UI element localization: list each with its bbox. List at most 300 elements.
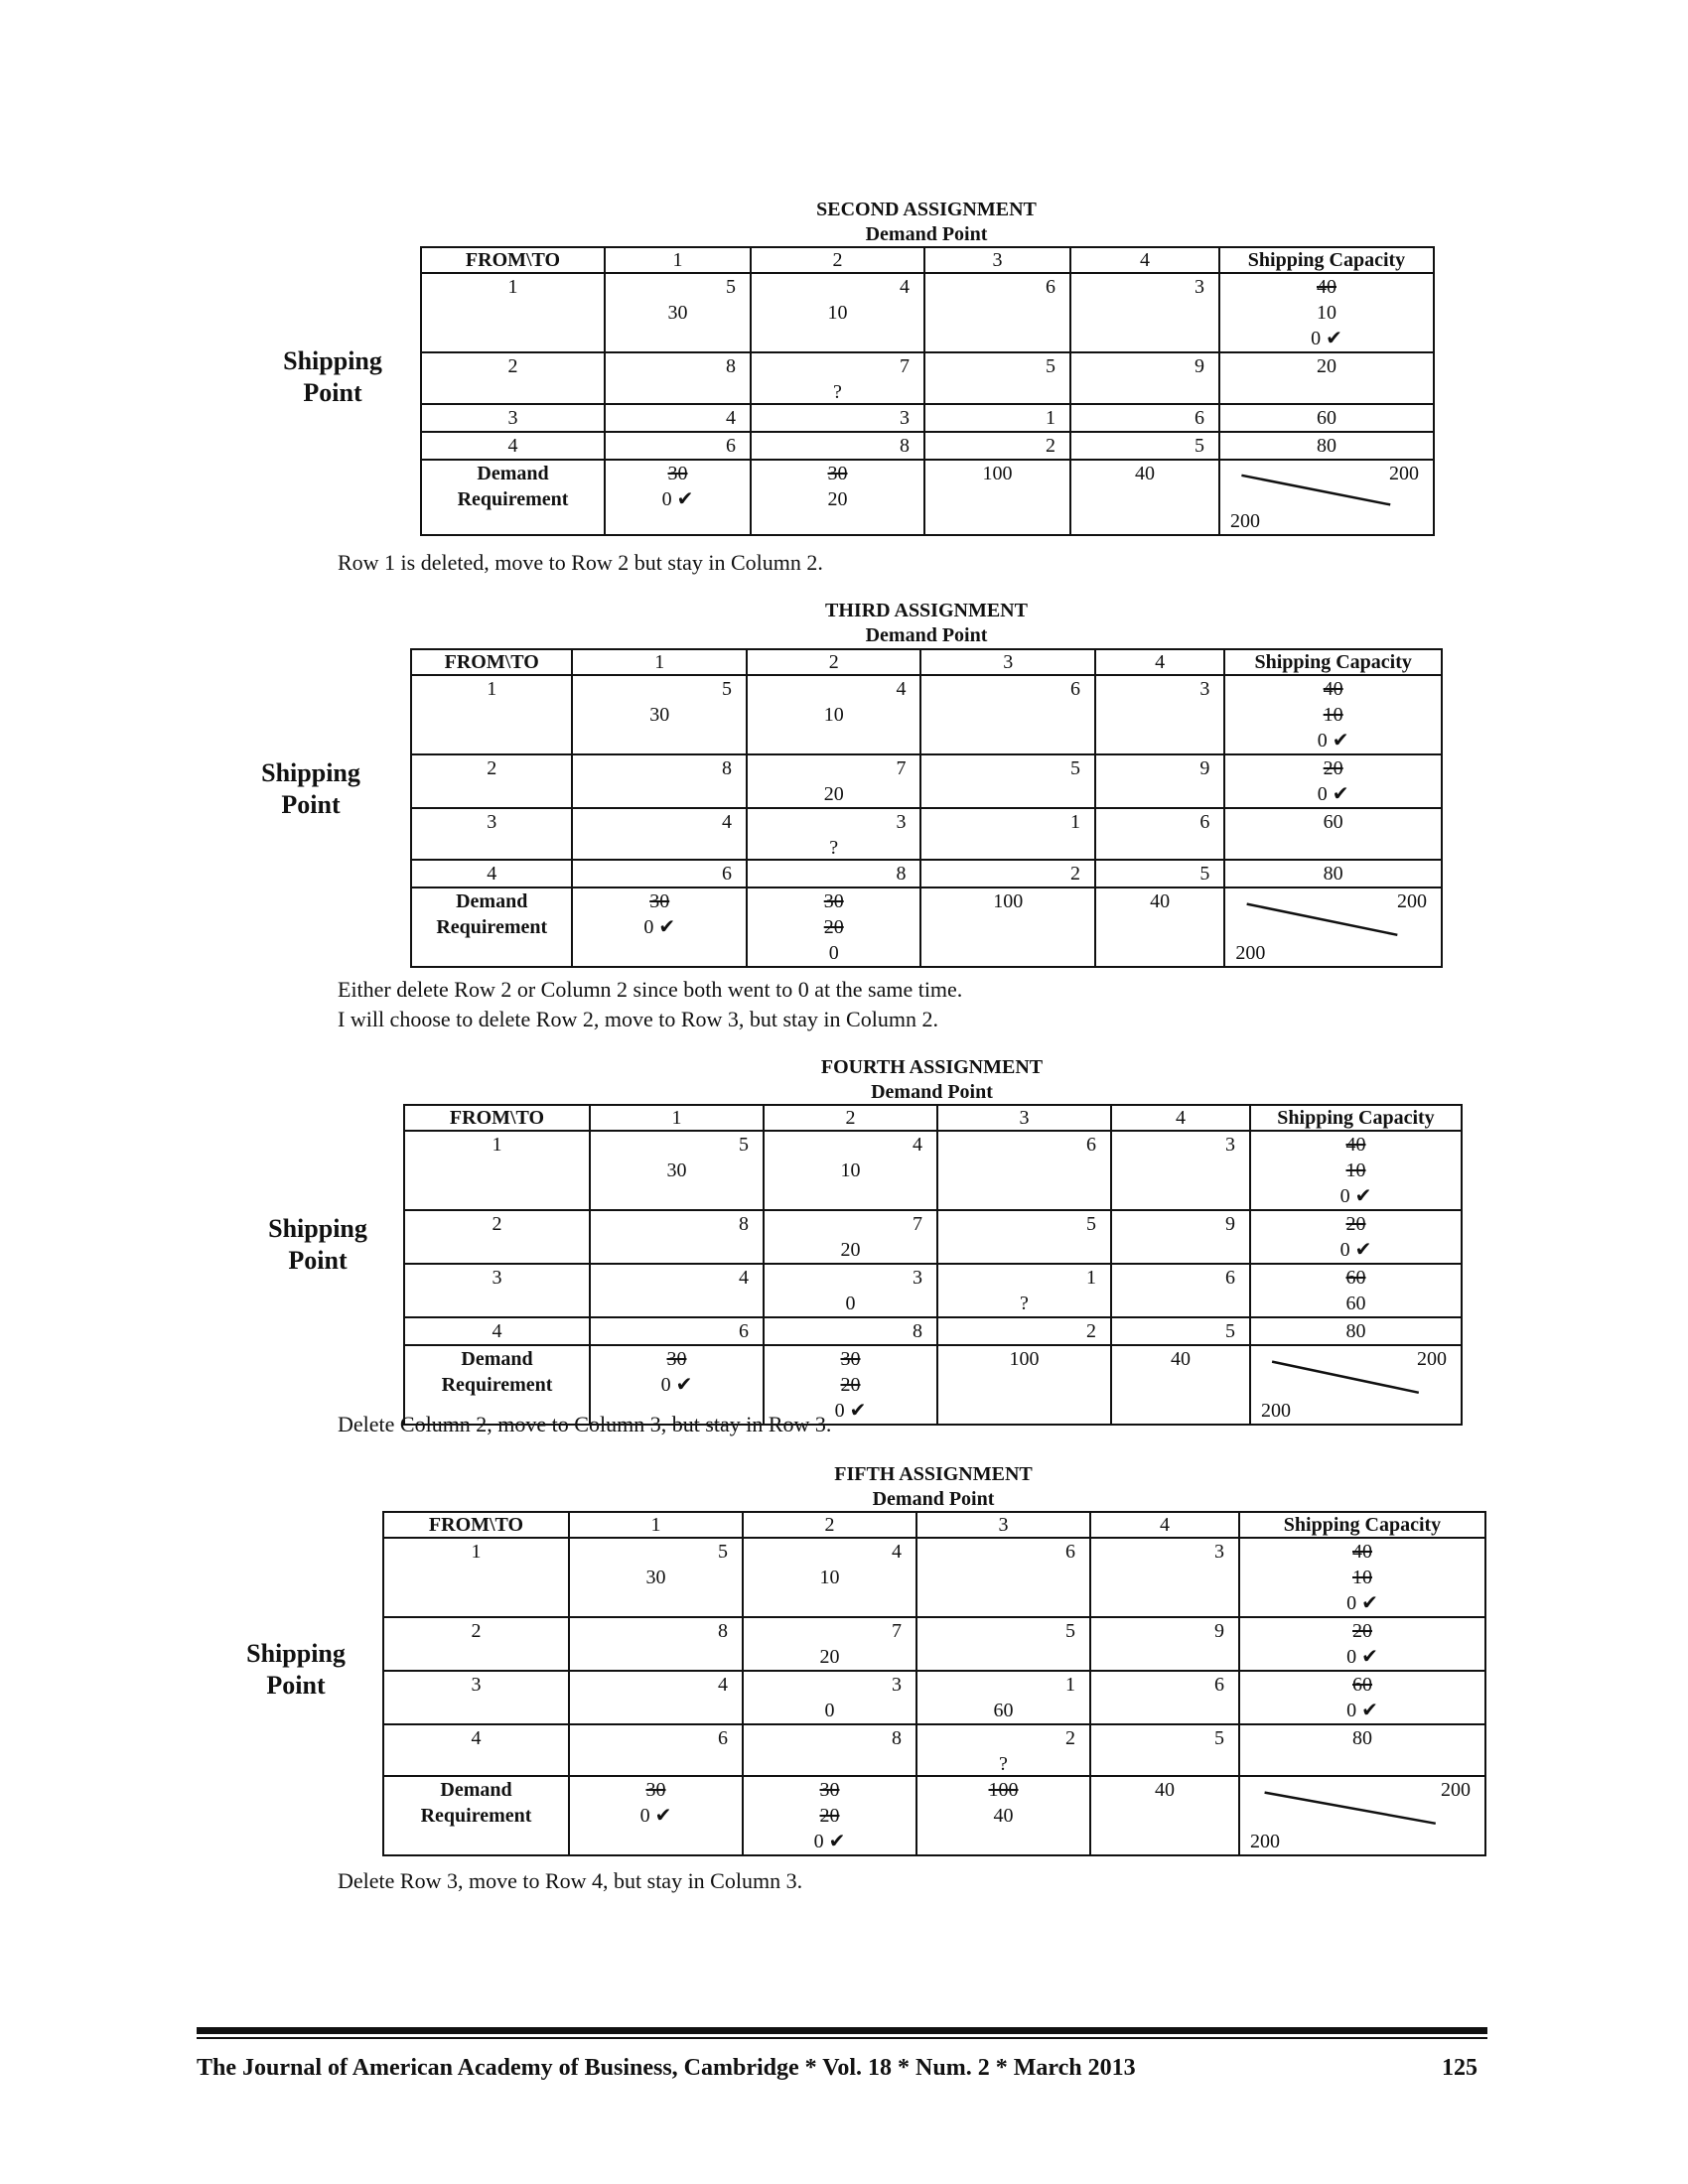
capacity-value: 60 [1317, 407, 1336, 429]
shipping-word: Shipping [246, 1639, 346, 1668]
unit-cost: 9 [1225, 1213, 1235, 1235]
table-row [411, 808, 1442, 860]
capacity-value: 60 [1345, 1293, 1366, 1314]
cell [916, 1671, 1090, 1724]
section-title: THIRD ASSIGNMENT [825, 600, 1028, 621]
header-demand-point-1: 1 [572, 649, 747, 675]
cell [747, 754, 921, 808]
total-capacity: 200 [1235, 942, 1266, 964]
table-row [383, 1617, 1485, 1671]
cell [590, 1210, 764, 1264]
table-row [411, 860, 1442, 887]
cell [747, 808, 921, 860]
demand-value: 40 [1135, 463, 1155, 484]
capacity-cell [1219, 404, 1434, 432]
table-row [421, 273, 1434, 352]
capacity-value: 80 [1352, 1727, 1372, 1749]
demand-crossed: 30 [645, 1779, 666, 1801]
header-demand-point-2: 2 [764, 1105, 937, 1131]
table-row [404, 1210, 1462, 1264]
unit-cost: 9 [1214, 1620, 1224, 1642]
allocation: ? [833, 381, 842, 403]
unit-cost: 5 [1195, 435, 1204, 457]
header-shipping-capacity: Shipping Capacity [1239, 1512, 1485, 1538]
table-row [411, 754, 1442, 808]
demand-word: Demand [461, 1348, 533, 1370]
demand-cell [916, 1776, 1090, 1855]
header-demand-point-1: 1 [569, 1512, 743, 1538]
cell [590, 1264, 764, 1317]
header-demand-point-4: 4 [1070, 247, 1219, 273]
demand-value: 100 [982, 463, 1013, 484]
unit-cost: 4 [896, 678, 907, 700]
capacity-crossed: 40 [1317, 276, 1336, 298]
demand-cell [569, 1776, 743, 1855]
cell [751, 404, 924, 432]
unit-cost: 6 [1086, 1134, 1096, 1156]
capacity-crossed: 40 [1323, 678, 1343, 700]
unit-cost: 5 [1086, 1213, 1096, 1235]
allocation: 30 [666, 1160, 687, 1181]
cell [743, 1617, 916, 1671]
demand-requirement-label [411, 887, 572, 967]
allocation: 10 [819, 1567, 840, 1588]
demand-value: 0 ✔ [661, 488, 694, 510]
row-label: 4 [421, 432, 605, 460]
row-label: 1 [421, 273, 605, 352]
allocation: 0 [845, 1293, 856, 1314]
row-label: 3 [404, 1264, 590, 1317]
allocation: 30 [645, 1567, 666, 1588]
demand-value: 100 [1009, 1348, 1040, 1370]
shipping-point-label [268, 345, 397, 409]
demand-row [383, 1776, 1485, 1855]
unit-cost: 6 [1214, 1674, 1224, 1696]
demand-cell [937, 1345, 1111, 1425]
unit-cost: 8 [718, 1620, 728, 1642]
allocation: 60 [993, 1700, 1014, 1721]
cell [743, 1538, 916, 1617]
demand-crossed: 20 [840, 1374, 861, 1396]
unit-cost: 6 [1046, 276, 1055, 298]
explanation-text: Either delete Row 2 or Column 2 since both went to 0 at the same time. [338, 977, 963, 1002]
transportation-table [410, 648, 1443, 968]
capacity-crossed: 10 [1323, 704, 1343, 726]
cell [937, 1317, 1111, 1345]
table-row [404, 1131, 1462, 1210]
explanation-text: Delete Column 2, move to Column 3, but stay in Row 3. [338, 1412, 832, 1436]
header-demand-point-1: 1 [605, 247, 751, 273]
capacity-value: 80 [1317, 435, 1336, 457]
allocation: 10 [823, 704, 844, 726]
unit-cost: 2 [1046, 435, 1055, 457]
explanation-text: Delete Row 3, move to Row 4, but stay in Column 3. [338, 1868, 803, 1893]
cell [1111, 1264, 1250, 1317]
capacity-cell [1219, 273, 1434, 352]
row-label: 2 [411, 754, 572, 808]
capacity-value: 20 [1317, 355, 1336, 377]
demand-cell [1095, 887, 1224, 967]
cell [1070, 404, 1219, 432]
page-number: 125 [1442, 2055, 1477, 2081]
capacity-cell [1224, 675, 1442, 754]
unit-cost: 1 [1065, 1674, 1075, 1696]
unit-cost: 3 [896, 811, 907, 833]
header-demand-point-1: 1 [590, 1105, 764, 1131]
cell [1095, 675, 1224, 754]
capacity-value: 80 [1345, 1320, 1366, 1342]
demand-crossed: 20 [819, 1805, 840, 1827]
footer-rule [197, 2027, 1487, 2034]
capacity-crossed: 20 [1323, 757, 1343, 779]
capacity-value: 0 ✔ [1339, 1239, 1372, 1261]
unit-cost: 5 [1046, 355, 1055, 377]
demand-value: 0 ✔ [834, 1400, 867, 1422]
total-cell [1239, 1776, 1485, 1855]
shipping-word: Shipping [283, 346, 382, 375]
header-demand-point-2: 2 [743, 1512, 916, 1538]
capacity-cell [1250, 1131, 1462, 1210]
shipping-word: Shipping [261, 758, 360, 787]
row-label: 2 [383, 1617, 569, 1671]
allocation: 20 [819, 1646, 840, 1668]
point-word: Point [281, 790, 341, 819]
demand-requirement-label [421, 460, 605, 535]
cell [924, 273, 1070, 352]
cell [1095, 860, 1224, 887]
unit-cost: 9 [1199, 757, 1210, 779]
capacity-crossed: 20 [1345, 1213, 1366, 1235]
header-shipping-capacity: Shipping Capacity [1224, 649, 1442, 675]
allocation: ? [1020, 1293, 1029, 1314]
table-row [421, 432, 1434, 460]
demand-cell [747, 887, 921, 967]
demand-value: 40 [1171, 1348, 1191, 1370]
capacity-value: 0 ✔ [1346, 1700, 1378, 1721]
allocation: ? [999, 1753, 1008, 1775]
cell [764, 1131, 937, 1210]
table-row [383, 1671, 1485, 1724]
demand-cell [924, 460, 1070, 535]
unit-cost: 6 [721, 863, 732, 885]
demand-crossed: 30 [840, 1348, 861, 1370]
header-demand-point-4: 4 [1111, 1105, 1250, 1131]
cell [1070, 352, 1219, 404]
unit-cost: 3 [900, 407, 910, 429]
cell [1111, 1317, 1250, 1345]
cell [920, 754, 1095, 808]
requirement-word: Requirement [457, 488, 569, 510]
demand-crossed: 20 [823, 916, 844, 938]
cell [569, 1671, 743, 1724]
capacity-cell [1239, 1617, 1485, 1671]
unit-cost: 8 [892, 1727, 902, 1749]
demand-value: 0 ✔ [643, 916, 676, 938]
capacity-value: 0 ✔ [1311, 328, 1342, 349]
unit-cost: 9 [1195, 355, 1204, 377]
total-demand: 200 [1417, 1348, 1447, 1370]
row-label: 3 [421, 404, 605, 432]
demand-point-heading: Demand Point [872, 1488, 995, 1510]
cell [590, 1317, 764, 1345]
header-demand-point-3: 3 [916, 1512, 1090, 1538]
unit-cost: 6 [1225, 1267, 1235, 1289]
header-demand-point-4: 4 [1095, 649, 1224, 675]
demand-value: 100 [993, 890, 1024, 912]
header-demand-point-2: 2 [751, 247, 924, 273]
demand-cell [1070, 460, 1219, 535]
unit-cost: 2 [1086, 1320, 1096, 1342]
cell [569, 1617, 743, 1671]
demand-crossed: 30 [649, 890, 670, 912]
demand-value: 0 [828, 942, 839, 964]
header-demand-point-2: 2 [747, 649, 921, 675]
capacity-value: 10 [1317, 302, 1336, 324]
unit-cost: 5 [1199, 863, 1210, 885]
allocation: 20 [840, 1239, 861, 1261]
cell [916, 1538, 1090, 1617]
demand-value: 40 [1155, 1779, 1175, 1801]
header-demand-point-3: 3 [924, 247, 1070, 273]
unit-cost: 7 [900, 355, 910, 377]
demand-value: 40 [993, 1805, 1014, 1827]
unit-cost: 3 [892, 1674, 902, 1696]
demand-crossed: 30 [666, 1348, 687, 1370]
requirement-word: Requirement [420, 1805, 532, 1827]
unit-cost: 7 [913, 1213, 922, 1235]
cell [751, 432, 924, 460]
cell [1070, 273, 1219, 352]
cell [924, 352, 1070, 404]
capacity-crossed: 60 [1352, 1674, 1372, 1696]
explanation-text: Row 1 is deleted, move to Row 2 but stay in Column 2. [338, 550, 823, 575]
row-label: 1 [411, 675, 572, 754]
cell [751, 273, 924, 352]
demand-point-heading: Demand Point [871, 1081, 993, 1103]
cell [1095, 808, 1224, 860]
total-demand: 200 [1397, 890, 1427, 912]
cell [743, 1724, 916, 1776]
requirement-word: Requirement [436, 916, 548, 938]
shipping-point-label [231, 1638, 360, 1702]
row-label: 2 [421, 352, 605, 404]
unit-cost: 4 [892, 1541, 902, 1563]
demand-value: 20 [827, 488, 848, 510]
capacity-value: 0 ✔ [1346, 1592, 1378, 1614]
demand-cell [1111, 1345, 1250, 1425]
cell [1090, 1538, 1239, 1617]
capacity-value: 0 ✔ [1346, 1646, 1378, 1668]
demand-value: 0 ✔ [639, 1805, 672, 1827]
unit-cost: 2 [1065, 1727, 1075, 1749]
capacity-value: 0 ✔ [1317, 783, 1349, 805]
header-from-to: FROM\TO [421, 247, 605, 273]
demand-row [421, 460, 1434, 535]
row-label: 4 [383, 1724, 569, 1776]
unit-cost: 1 [1086, 1267, 1096, 1289]
cell [747, 860, 921, 887]
header-shipping-capacity: Shipping Capacity [1219, 247, 1434, 273]
row-label: 3 [383, 1671, 569, 1724]
unit-cost: 4 [718, 1674, 728, 1696]
capacity-crossed: 10 [1352, 1567, 1372, 1588]
unit-cost: 6 [1069, 678, 1080, 700]
header-demand-point-3: 3 [937, 1105, 1111, 1131]
table-row [411, 675, 1442, 754]
demand-point-heading: Demand Point [865, 223, 988, 245]
unit-cost: 5 [1225, 1320, 1235, 1342]
capacity-cell [1250, 1264, 1462, 1317]
demand-crossed: 100 [988, 1779, 1019, 1801]
allocation: 10 [827, 302, 848, 324]
footer-journal: The Journal of American Academy of Business, Cambridge * Vol. 18 * Num. 2 * March 2013 [197, 2055, 1136, 2081]
demand-value: 0 ✔ [660, 1374, 693, 1396]
table-row [383, 1538, 1485, 1617]
cell [1111, 1131, 1250, 1210]
cell [1090, 1724, 1239, 1776]
demand-cell [751, 460, 924, 535]
section-title: SECOND ASSIGNMENT [816, 199, 1037, 220]
total-demand: 200 [1441, 1779, 1471, 1801]
cell [605, 432, 751, 460]
demand-value: 0 ✔ [813, 1831, 846, 1852]
capacity-crossed: 20 [1352, 1620, 1372, 1642]
unit-cost: 4 [913, 1134, 922, 1156]
demand-cell [572, 887, 747, 967]
unit-cost: 2 [1069, 863, 1080, 885]
unit-cost: 8 [726, 355, 736, 377]
header-demand-point-3: 3 [920, 649, 1095, 675]
capacity-cell [1224, 860, 1442, 887]
header-shipping-capacity: Shipping Capacity [1250, 1105, 1462, 1131]
table-row [404, 1264, 1462, 1317]
table-row [404, 1317, 1462, 1345]
capacity-value: 80 [1323, 863, 1343, 885]
capacity-value: 0 ✔ [1339, 1185, 1372, 1207]
cell [572, 675, 747, 754]
demand-word: Demand [477, 463, 549, 484]
requirement-word: Requirement [441, 1374, 553, 1396]
allocation: 20 [823, 783, 844, 805]
unit-cost: 6 [1195, 407, 1204, 429]
cell [572, 860, 747, 887]
unit-cost: 6 [1199, 811, 1210, 833]
cell [1111, 1210, 1250, 1264]
demand-crossed: 30 [827, 463, 848, 484]
transportation-table [382, 1511, 1486, 1856]
demand-crossed: 30 [667, 463, 688, 484]
capacity-cell [1250, 1210, 1462, 1264]
unit-cost: 8 [913, 1320, 922, 1342]
unit-cost: 8 [739, 1213, 749, 1235]
unit-cost: 6 [739, 1320, 749, 1342]
unit-cost: 6 [718, 1727, 728, 1749]
allocation: ? [829, 837, 839, 859]
demand-value: 40 [1150, 890, 1171, 912]
unit-cost: 4 [726, 407, 736, 429]
capacity-cell [1224, 808, 1442, 860]
cell [916, 1724, 1090, 1776]
transportation-table [420, 246, 1435, 536]
demand-point-heading: Demand Point [865, 624, 988, 646]
capacity-value: 0 ✔ [1317, 730, 1349, 751]
capacity-cell [1239, 1724, 1485, 1776]
shipping-point-label [246, 757, 375, 821]
unit-cost: 5 [721, 678, 732, 700]
header-from-to: FROM\TO [411, 649, 572, 675]
capacity-cell [1239, 1671, 1485, 1724]
total-cell [1219, 460, 1434, 535]
section-title: FOURTH ASSIGNMENT [820, 1056, 1044, 1078]
row-label: 1 [383, 1538, 569, 1617]
unit-cost: 5 [1214, 1727, 1224, 1749]
unit-cost: 5 [726, 276, 736, 298]
allocation: 10 [840, 1160, 861, 1181]
capacity-value: 60 [1323, 811, 1343, 833]
cell [572, 808, 747, 860]
unit-cost: 5 [718, 1541, 728, 1563]
allocation: 30 [649, 704, 670, 726]
shipping-point-label [253, 1213, 382, 1277]
demand-crossed: 30 [823, 890, 844, 912]
capacity-crossed: 60 [1345, 1267, 1366, 1289]
capacity-cell [1224, 754, 1442, 808]
header-demand-point-4: 4 [1090, 1512, 1239, 1538]
point-word: Point [303, 378, 362, 407]
row-label: 1 [404, 1131, 590, 1210]
allocation: 30 [667, 302, 688, 324]
cell [572, 754, 747, 808]
demand-crossed: 30 [819, 1779, 840, 1801]
unit-cost: 5 [739, 1134, 749, 1156]
unit-cost: 6 [1065, 1541, 1075, 1563]
demand-word: Demand [456, 890, 528, 912]
demand-cell [1090, 1776, 1239, 1855]
cell [920, 860, 1095, 887]
capacity-cell [1219, 432, 1434, 460]
unit-cost: 1 [1046, 407, 1055, 429]
row-label: 3 [411, 808, 572, 860]
cell [590, 1131, 764, 1210]
unit-cost: 6 [726, 435, 736, 457]
cell [1090, 1671, 1239, 1724]
unit-cost: 3 [1214, 1541, 1224, 1563]
cell [924, 404, 1070, 432]
capacity-crossed: 10 [1345, 1160, 1366, 1181]
explanation-text: I will choose to delete Row 2, move to Row 3, but stay in Column 2. [338, 1007, 938, 1031]
capacity-cell [1239, 1538, 1485, 1617]
total-demand: 200 [1389, 463, 1419, 484]
unit-cost: 5 [1069, 757, 1080, 779]
row-label: 2 [404, 1210, 590, 1264]
total-capacity: 200 [1261, 1400, 1291, 1422]
capacity-cell [1219, 352, 1434, 404]
cell [605, 404, 751, 432]
cell [764, 1210, 937, 1264]
unit-cost: 1 [1069, 811, 1080, 833]
capacity-crossed: 40 [1352, 1541, 1372, 1563]
cell [751, 352, 924, 404]
demand-requirement-label [383, 1776, 569, 1855]
unit-cost: 8 [721, 757, 732, 779]
cell [747, 675, 921, 754]
cell [743, 1671, 916, 1724]
unit-cost: 7 [892, 1620, 902, 1642]
transportation-table [403, 1104, 1463, 1426]
cell [920, 808, 1095, 860]
total-capacity: 200 [1250, 1831, 1280, 1852]
cell [937, 1131, 1111, 1210]
